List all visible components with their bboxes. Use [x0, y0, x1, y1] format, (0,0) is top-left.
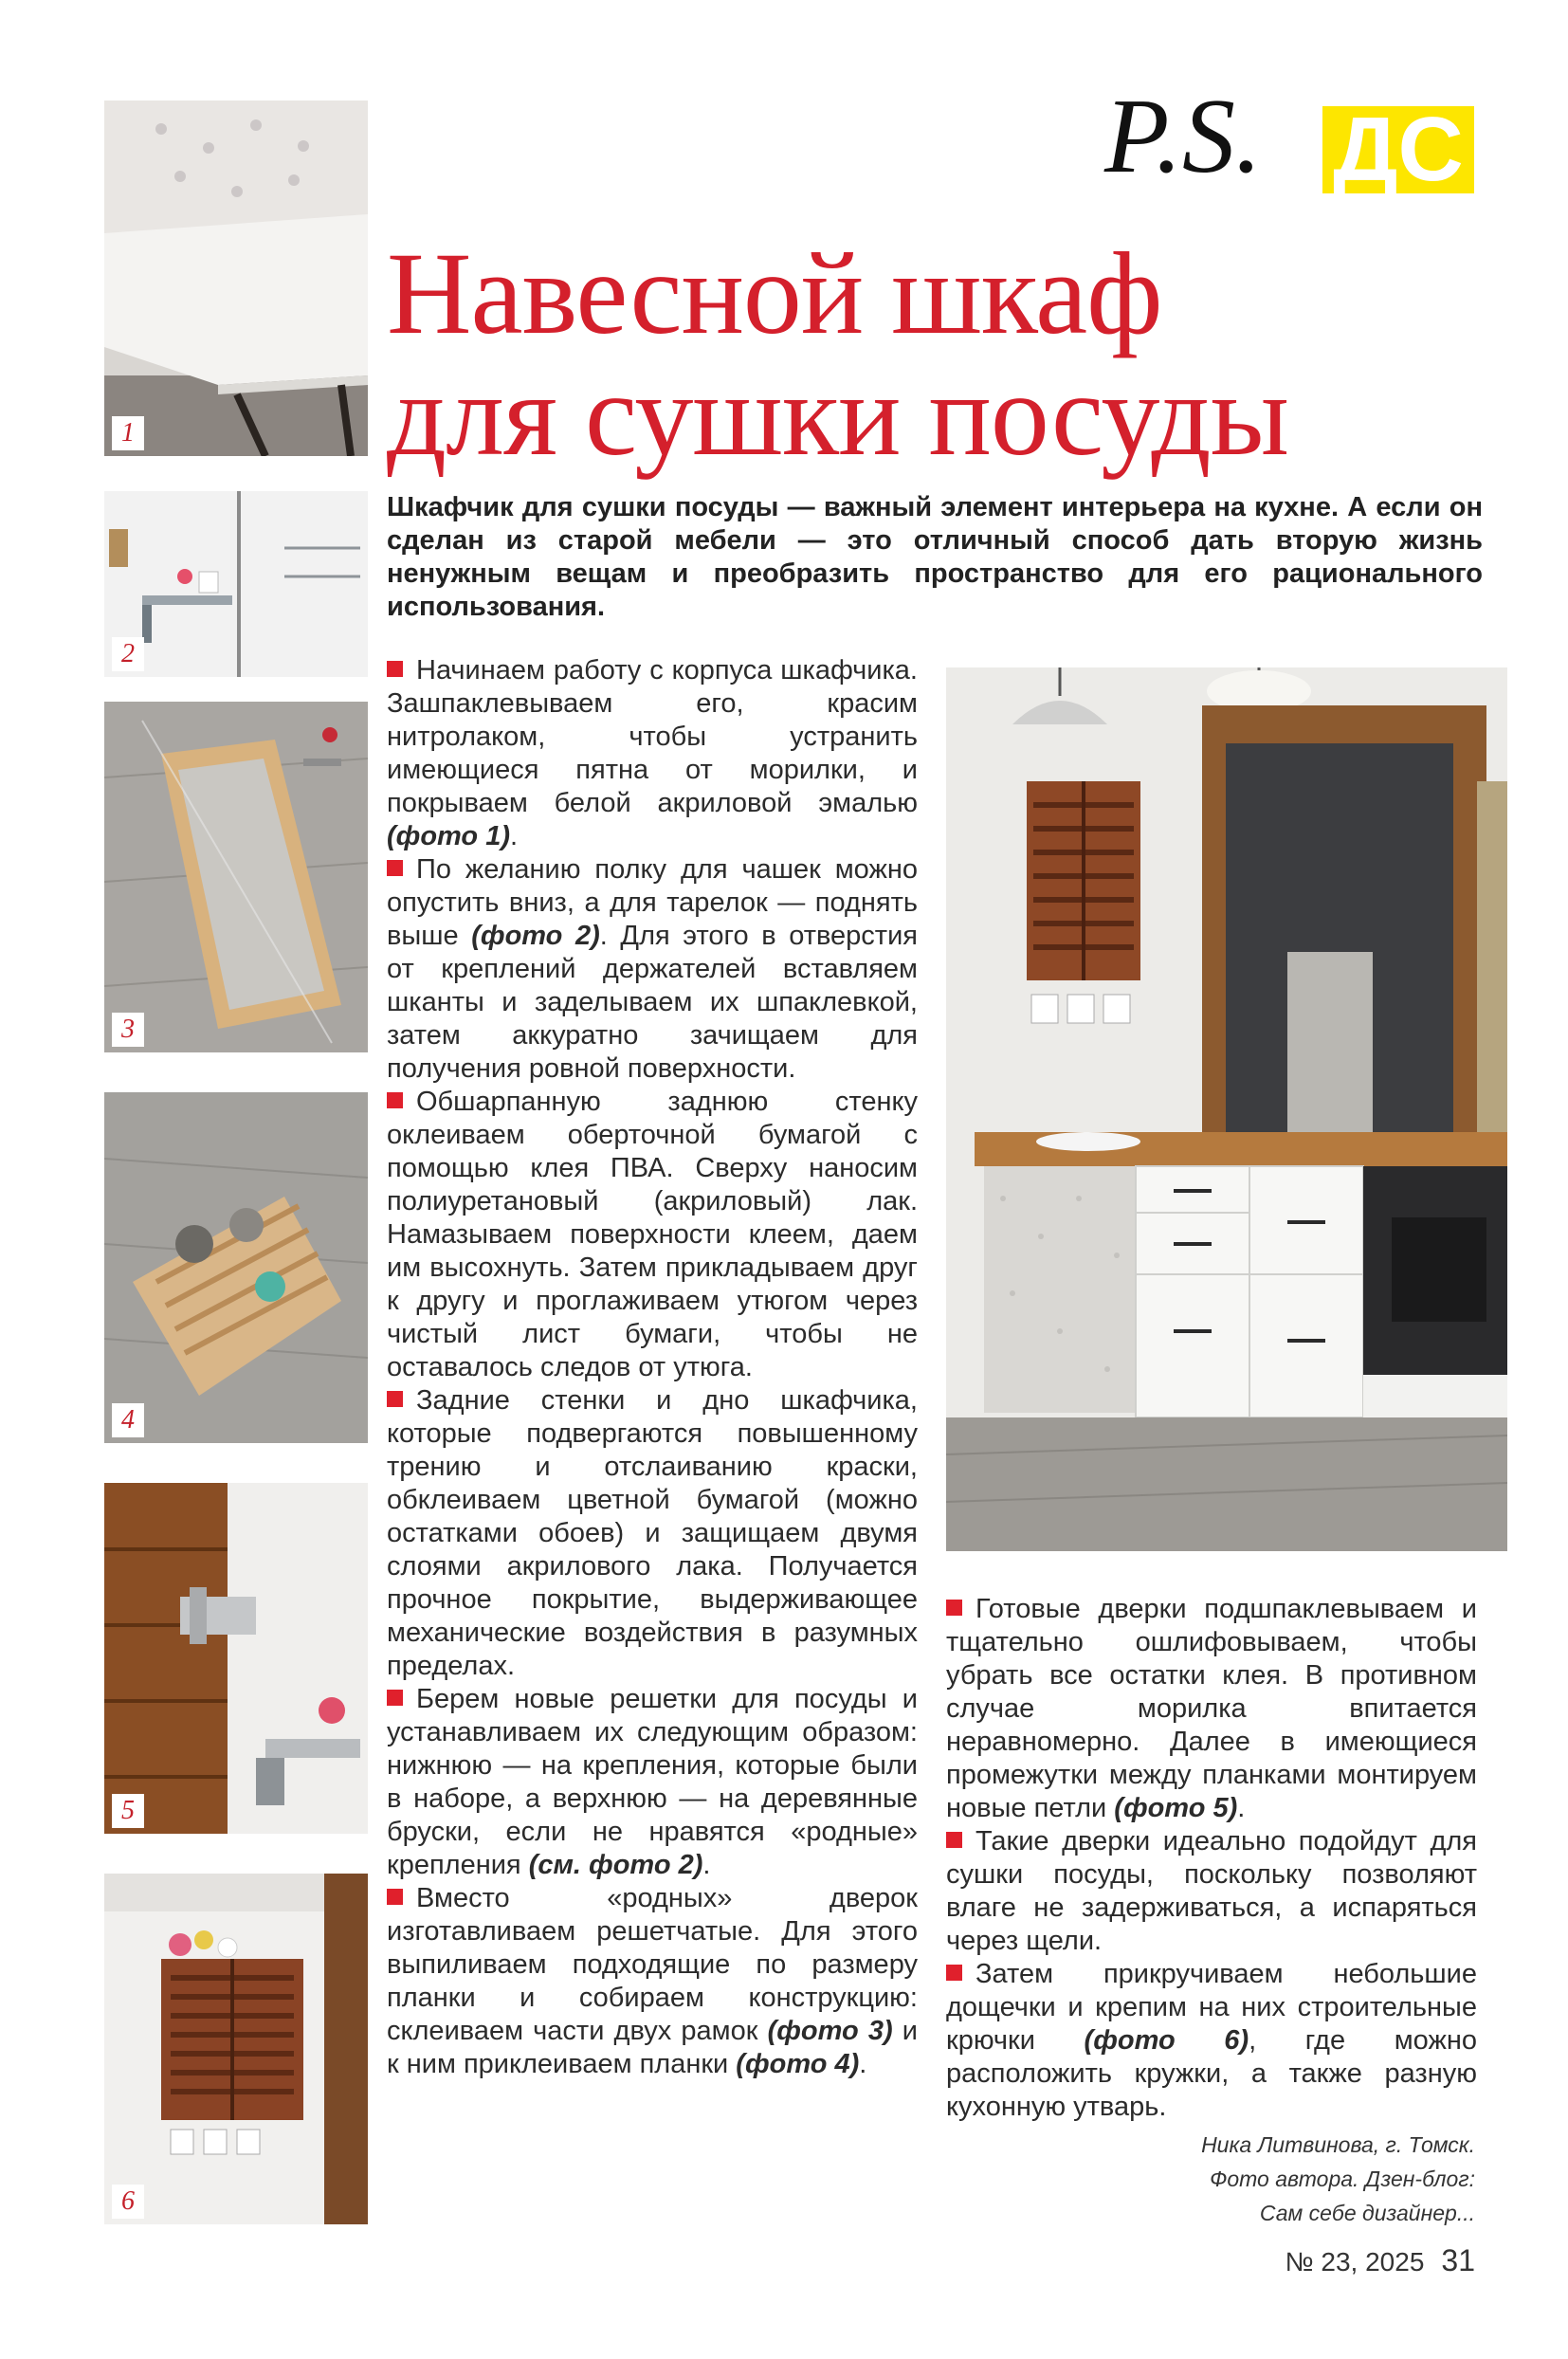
title-line-2: для сушки посуды: [387, 350, 1288, 480]
bullet-marker: [387, 1889, 403, 1905]
photo-reference: (фото 5): [1114, 1793, 1238, 1823]
title-line-1: Навесной шкаф: [387, 229, 1162, 358]
photo-reference: (фото 4): [736, 2049, 860, 2079]
photo-5: [104, 1483, 368, 1834]
lead-paragraph: Шкафчик для сушки посуды — важный элемент интерьера на кухне. А если он сделан из старой мебели — это отличный способ дать вторую жизнь ненужным вещам и преобразить пространство для его рационального использования.: [387, 492, 1483, 622]
issue-number: № 23, 2025: [1285, 2247, 1425, 2277]
paragraph-1: Начинаем работу с корпуса шкафчика. Зашпаклевываем его, красим нитролаком, чтобы устранить имеющиеся пятна от морилки, и покрываем белой акриловой эмалью (фото 1).: [387, 655, 918, 851]
photo-reference: (фото 3): [767, 2016, 893, 2046]
photo-2-number: 2: [112, 637, 144, 671]
bullet-marker: [387, 661, 403, 677]
photo-6-number: 6: [112, 2185, 144, 2219]
paragraph-6: Вместо «родных» дверок изготавливаем решетчатые. Для этого выпиливаем подходящие по размеру планки и собираем конструкцию: склеиваем части двух рамок (фото 3) и к ним приклеиваем планки (фото 4).: [387, 1883, 919, 2079]
credit-photo: Фото автора. Дзен-блог:: [1210, 2167, 1475, 2191]
article-title: [387, 229, 1524, 480]
ps-mark: P.S.: [1104, 78, 1262, 195]
photo-3-number: 3: [112, 1013, 144, 1047]
photo-1: [104, 101, 368, 456]
photo-reference: (фото 6): [1084, 2025, 1249, 2056]
bullet-marker: [387, 1690, 403, 1706]
photo-5-number: 5: [112, 1794, 144, 1828]
paragraph-3: Обшарпанную заднюю стенку оклеиваем оберточной бумагой с помощью клея ПВА. Сверху наносим полиуретановый (акриловый) лак. Намазываем поверхности клеем, даем им высохнуть. Затем прикладываем друг к другу и проглаживаем утюгом через чистый лист бумаги, чтобы не оставалось следов от утюга.: [387, 1087, 918, 1382]
photo-4-number: 4: [112, 1403, 144, 1437]
paragraph-7: Готовые дверки подшпаклевываем и тщательно ошлифовываем, чтобы убрать все остатки клея. В противном случае морилка впитается неравномерно. Далее в имеющиеся промежутки между планками монтируем новые петли (фото 5).: [946, 1594, 1477, 1823]
text-column-right: [946, 1593, 1477, 2124]
photo-4: [104, 1092, 368, 1443]
credit-author: Ника Литвинова, г. Томск.: [1201, 2132, 1475, 2157]
paragraph-2: По желанию полку для чашек можно опустить вниз, а для тарелок — поднять выше (фото 2). Для этого в отверстия от креплений держателей вставляем шканты и заделываем их шпаклевкой, затем аккуратно зачищаем для получения ровной поверхности.: [387, 854, 918, 1084]
main-kitchen-image: [946, 667, 1507, 1551]
section-badge: ДС: [1322, 106, 1474, 193]
paragraph-4: Задние стенки и дно шкафчика, которые подвергаются повышенному трению и отслаиванию краски, обклеиваем цветной бумагой (можно остатками обоев) и защищаем двумя слоями акрилового лака. Получается прочное покрытие, выдерживающее механические воздействия в разумных пределах.: [387, 1385, 918, 1681]
page-footer: [1285, 2243, 1475, 2278]
photo-5-image: [104, 1483, 368, 1834]
photo-reference: (фото 1): [387, 821, 510, 851]
photo-1-image: [104, 101, 368, 456]
photo-6-image: [104, 1874, 368, 2224]
paragraph-5: Берем новые решетки для посуды и устанавливаем их следующим образом: нижнюю — на крепления, которые были в наборе, а верхнюю — на деревянные бруски, если не нравятся «родные» крепления (см. фото 2).: [387, 1684, 918, 1880]
photo-3-image: [104, 702, 368, 1052]
bullet-marker: [946, 1832, 962, 1848]
photo-1-number: 1: [112, 416, 144, 450]
bullet-marker: [946, 1965, 962, 1981]
bullet-marker: [387, 1391, 403, 1407]
photo-2: [104, 491, 368, 677]
photo-3: [104, 702, 368, 1052]
paragraph-9: Затем прикручиваем небольшие дощечки и крепим на них строительные крючки (фото 6), где можно расположить кружки, а также разную кухонную утварь.: [946, 1959, 1478, 2122]
photo-reference: (см. фото 2): [528, 1850, 703, 1880]
photo-4-image: [104, 1092, 368, 1443]
photo-reference: (фото 2): [471, 921, 600, 951]
main-kitchen-photo: [946, 667, 1507, 1551]
credit-blog: Сам себе дизайнер...: [1259, 2201, 1475, 2225]
photo-6: [104, 1874, 368, 2224]
page-number: 31: [1441, 2243, 1475, 2277]
bullet-marker: [387, 860, 403, 876]
text-column-left: [387, 654, 918, 2081]
author-credit: [982, 2128, 1475, 2230]
bullet-marker: [946, 1600, 962, 1616]
paragraph-8: Такие дверки идеально подойдут для сушки посуды, поскольку позволяют влаге не задерживаться, а испаряться через щели.: [946, 1826, 1477, 1956]
bullet-marker: [387, 1092, 403, 1108]
